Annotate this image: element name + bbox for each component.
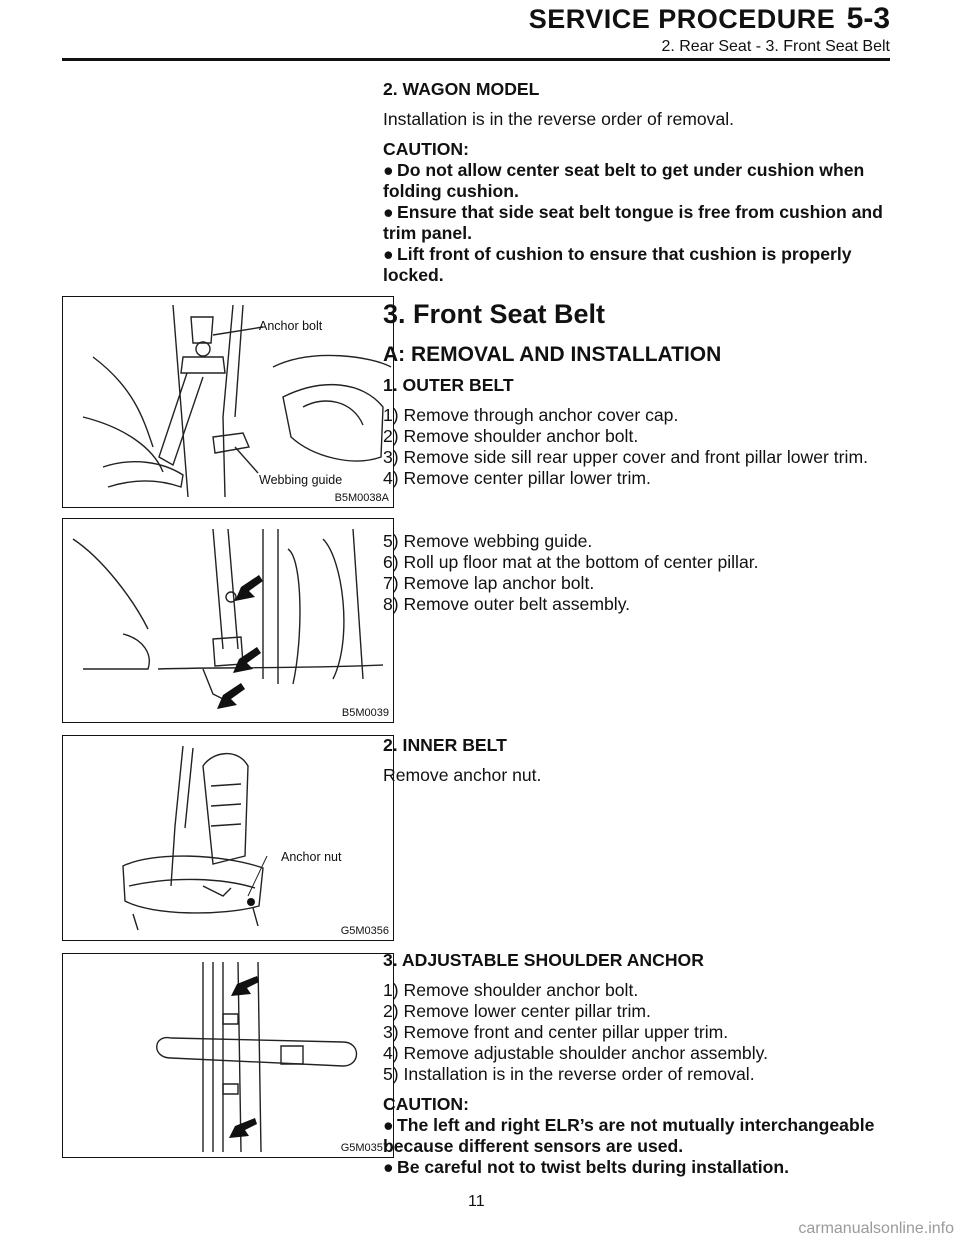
caution-label: CAUTION: xyxy=(383,1094,470,1114)
page-header-title: SERVICE PROCEDURE xyxy=(528,4,836,34)
adjustable-anchor-step: 3) Remove front and center pillar upper trim. xyxy=(383,1022,729,1042)
caution-bullet: ● Lift front of cushion to ensure that cushion is properly locked. xyxy=(383,244,852,285)
figure-shoulder-anchor xyxy=(62,953,394,1158)
adjustable-anchor-step: 4) Remove adjustable shoulder anchor assembly. xyxy=(383,1043,768,1063)
figure-id: B5M0039 xyxy=(341,707,389,719)
outer-belt-step: 2) Remove shoulder anchor bolt. xyxy=(383,426,639,446)
page-number: 11 xyxy=(468,1193,485,1210)
page-header-subtitle: 2. Rear Seat - 3. Front Seat Belt xyxy=(661,38,890,55)
figure-anchor-nut xyxy=(62,735,394,941)
wagon-model-heading: 2. WAGON MODEL xyxy=(383,79,540,99)
figure-lap-anchor xyxy=(62,518,394,723)
figure-id: G5M0357 xyxy=(340,1142,389,1154)
outer-belt-step: 1) Remove through anchor cover cap. xyxy=(383,405,679,425)
caution-bullet: ● The left and right ELR’s are not mutually interchangeable because different sensors are used. xyxy=(383,1115,875,1156)
callout-anchor-bolt: Anchor bolt xyxy=(259,319,323,333)
outer-belt-step: 4) Remove center pillar lower trim. xyxy=(383,468,651,488)
outer-belt-heading: 1. OUTER BELT xyxy=(383,375,514,395)
adjustable-anchor-step: 1) Remove shoulder anchor bolt. xyxy=(383,980,639,1000)
outer-belt-step: 3) Remove side sill rear upper cover and front pillar lower trim. xyxy=(383,447,868,467)
front-seat-belt-section xyxy=(383,298,891,489)
adjustable-anchor-heading: 3. ADJUSTABLE SHOULDER ANCHOR xyxy=(383,950,704,970)
inner-belt-text: Remove anchor nut. xyxy=(383,765,542,785)
shoulder-anchor-illustration xyxy=(63,954,393,1157)
wagon-model-section xyxy=(383,79,891,286)
figure-id: G5M0356 xyxy=(340,925,389,937)
callout-webbing-guide: Webbing guide xyxy=(259,473,343,487)
figure-id: B5M0038A xyxy=(334,492,389,504)
outer-belt-steps-continued xyxy=(383,531,891,615)
outer-belt-step: 8) Remove outer belt assembly. xyxy=(383,594,631,614)
inner-belt-illustration xyxy=(63,736,393,940)
figure-anchor-bolt xyxy=(62,296,394,508)
inner-belt-section xyxy=(383,735,891,786)
callout-anchor-nut: Anchor nut xyxy=(281,850,342,864)
watermark[interactable]: carmanualsonline.info xyxy=(798,1220,954,1237)
adjustable-anchor-section xyxy=(383,950,891,1178)
header-divider xyxy=(62,58,890,61)
outer-belt-step: 6) Roll up floor mat at the bottom of center pillar. xyxy=(383,552,759,572)
outer-belt-step: 7) Remove lap anchor bolt. xyxy=(383,573,595,593)
outer-belt-illustration xyxy=(63,297,393,507)
outer-belt-step: 5) Remove webbing guide. xyxy=(383,531,593,551)
wagon-model-text: Installation is in the reverse order of removal. xyxy=(383,109,735,129)
section-title: 3. Front Seat Belt xyxy=(383,299,606,329)
lap-anchor-illustration xyxy=(63,519,393,722)
caution-bullet: ● Be careful not to twist belts during installation. xyxy=(383,1157,789,1177)
section-code: 5-3 xyxy=(846,2,890,35)
adjustable-anchor-step: 2) Remove lower center pillar trim. xyxy=(383,1001,651,1021)
caution-bullet: ● Ensure that side seat belt tongue is free from cushion and trim panel. xyxy=(383,202,883,243)
adjustable-anchor-step: 5) Installation is in the reverse order of removal. xyxy=(383,1064,755,1084)
caution-label: CAUTION: xyxy=(383,139,470,159)
section-subtitle: A: REMOVAL AND INSTALLATION xyxy=(383,343,722,366)
inner-belt-heading: 2. INNER BELT xyxy=(383,735,507,755)
caution-bullet: ● Do not allow center seat belt to get under cushion when folding cushion. xyxy=(383,160,865,201)
